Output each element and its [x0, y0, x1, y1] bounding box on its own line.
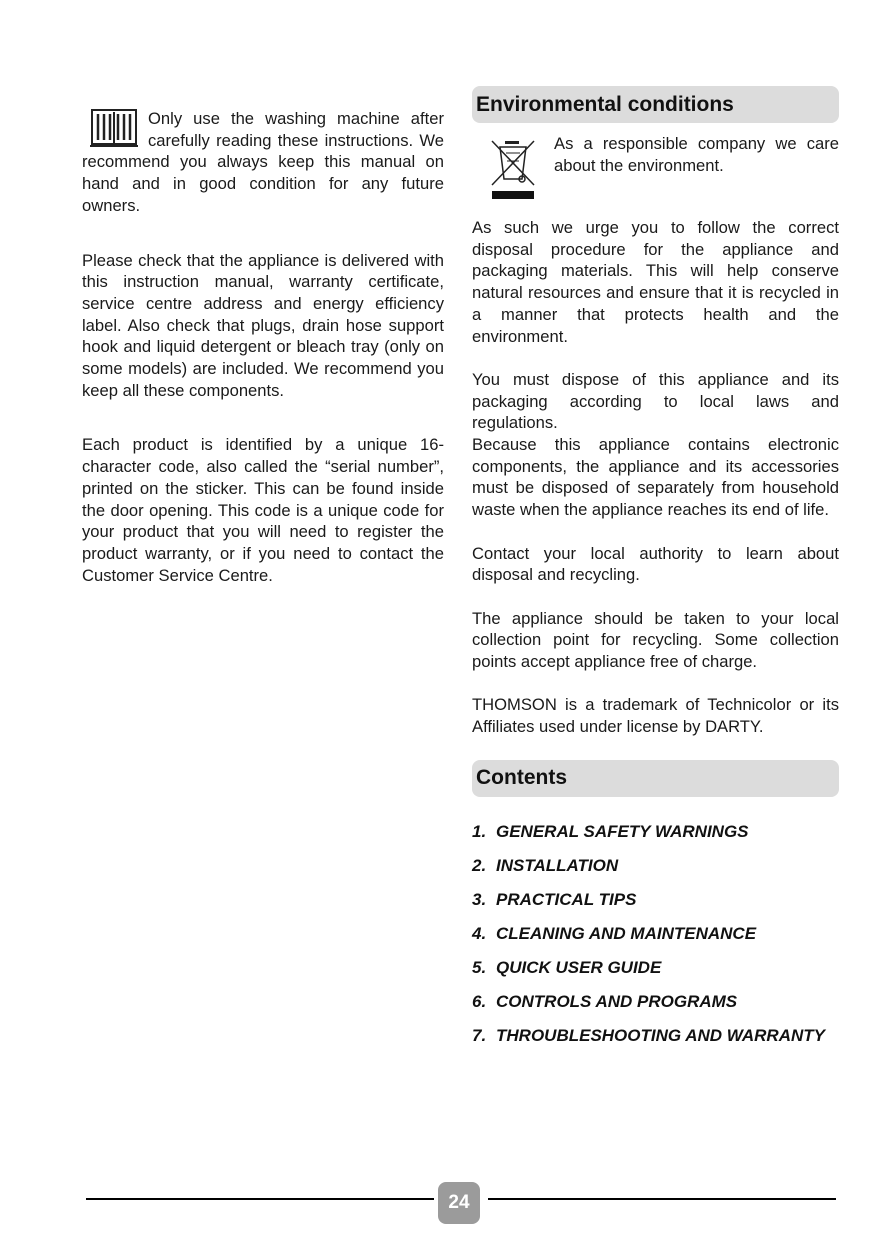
toc-item-number: 3. [472, 889, 487, 909]
footer-rule-right [488, 1198, 836, 1200]
disposal-paragraph: As such we urge you to follow the correct disposal procedure for the appliance and packaging materials. This will help conserve natural resources and ensure that it is recycled in a manner that protects health and the environment. [472, 218, 839, 346]
toc-item [472, 849, 839, 883]
manual-book-icon [90, 108, 138, 148]
page-number-badge: 24 [438, 1182, 480, 1224]
toc-item [472, 951, 839, 985]
environment-intro [472, 135, 839, 201]
toc-item-number: 2. [472, 855, 487, 875]
toc-item [472, 1019, 839, 1053]
crossed-out-wheelie-bin-icon [486, 135, 546, 201]
toc-item-number: 4. [472, 923, 487, 943]
toc-item-number: 1. [472, 821, 487, 841]
toc-item-label: PRACTICAL TIPS [496, 889, 637, 909]
right-column [472, 86, 839, 1053]
toc-item [472, 815, 839, 849]
toc-item [472, 917, 839, 951]
table-of-contents [472, 815, 839, 1053]
toc-item-label: GENERAL SAFETY WARNINGS [496, 821, 749, 841]
contents-header: Contents [472, 760, 839, 797]
toc-item-label: CLEANING AND MAINTENANCE [496, 923, 757, 943]
check-contents-paragraph: Please check that the appliance is delivered with this instruction manual, warranty certificate, service centre address and energy efficiency label. Also check that plugs, drain hose support hook and liquid detergent or bleach tray (only on some models) are included. We recommend you keep all these components. [82, 250, 444, 400]
trademark-paragraph: THOMSON is a trademark of Technicolor or its Affiliates used under license by DARTY. [472, 695, 839, 737]
intro-paragraph [82, 88, 444, 217]
local-laws-paragraph: You must dispose of this appliance and its packaging according to local laws and regulations. [472, 369, 839, 433]
footer-rule-left [86, 1198, 434, 1200]
left-column [82, 88, 444, 586]
toc-item-label: QUICK USER GUIDE [496, 957, 662, 977]
toc-item-label: INSTALLATION [496, 855, 619, 875]
environment-header: Environmental conditions [472, 86, 839, 123]
toc-item [472, 985, 839, 1019]
toc-item-label: THROUBLESHOOTING AND WARRANTY [496, 1025, 825, 1045]
toc-item-number: 6. [472, 991, 487, 1011]
toc-item-label: CONTROLS AND PROGRAMS [496, 991, 738, 1011]
collection-point-paragraph: The appliance should be taken to your local collection point for recycling. Some collection points accept appliance free of charge. [472, 608, 839, 672]
environment-intro-text: As a responsible company we care about the environment. [554, 134, 839, 175]
contact-authority-paragraph: Contact your local authority to learn about disposal and recycling. [472, 543, 839, 585]
serial-number-paragraph: Each product is identified by a unique 16-character code, also called the “serial number”, printed on the sticker. This can be found inside the door opening. This code is a unique code for your product that you will need to register the product warranty, or if you need to contact the Customer Service Centre. [82, 435, 444, 585]
toc-item [472, 883, 839, 917]
toc-item-number: 5. [472, 957, 487, 977]
toc-item-number: 7. [472, 1025, 487, 1045]
electronic-components-paragraph: Because this appliance contains electronic components, the appliance and its accessories must be disposed of separately from household waste when the appliance reaches its end of life. [472, 435, 839, 520]
intro-text: Only use the washing machine after carefully reading these instructions. We recommend you always keep this manual on hand and in good condition for any future owners. [82, 109, 444, 215]
